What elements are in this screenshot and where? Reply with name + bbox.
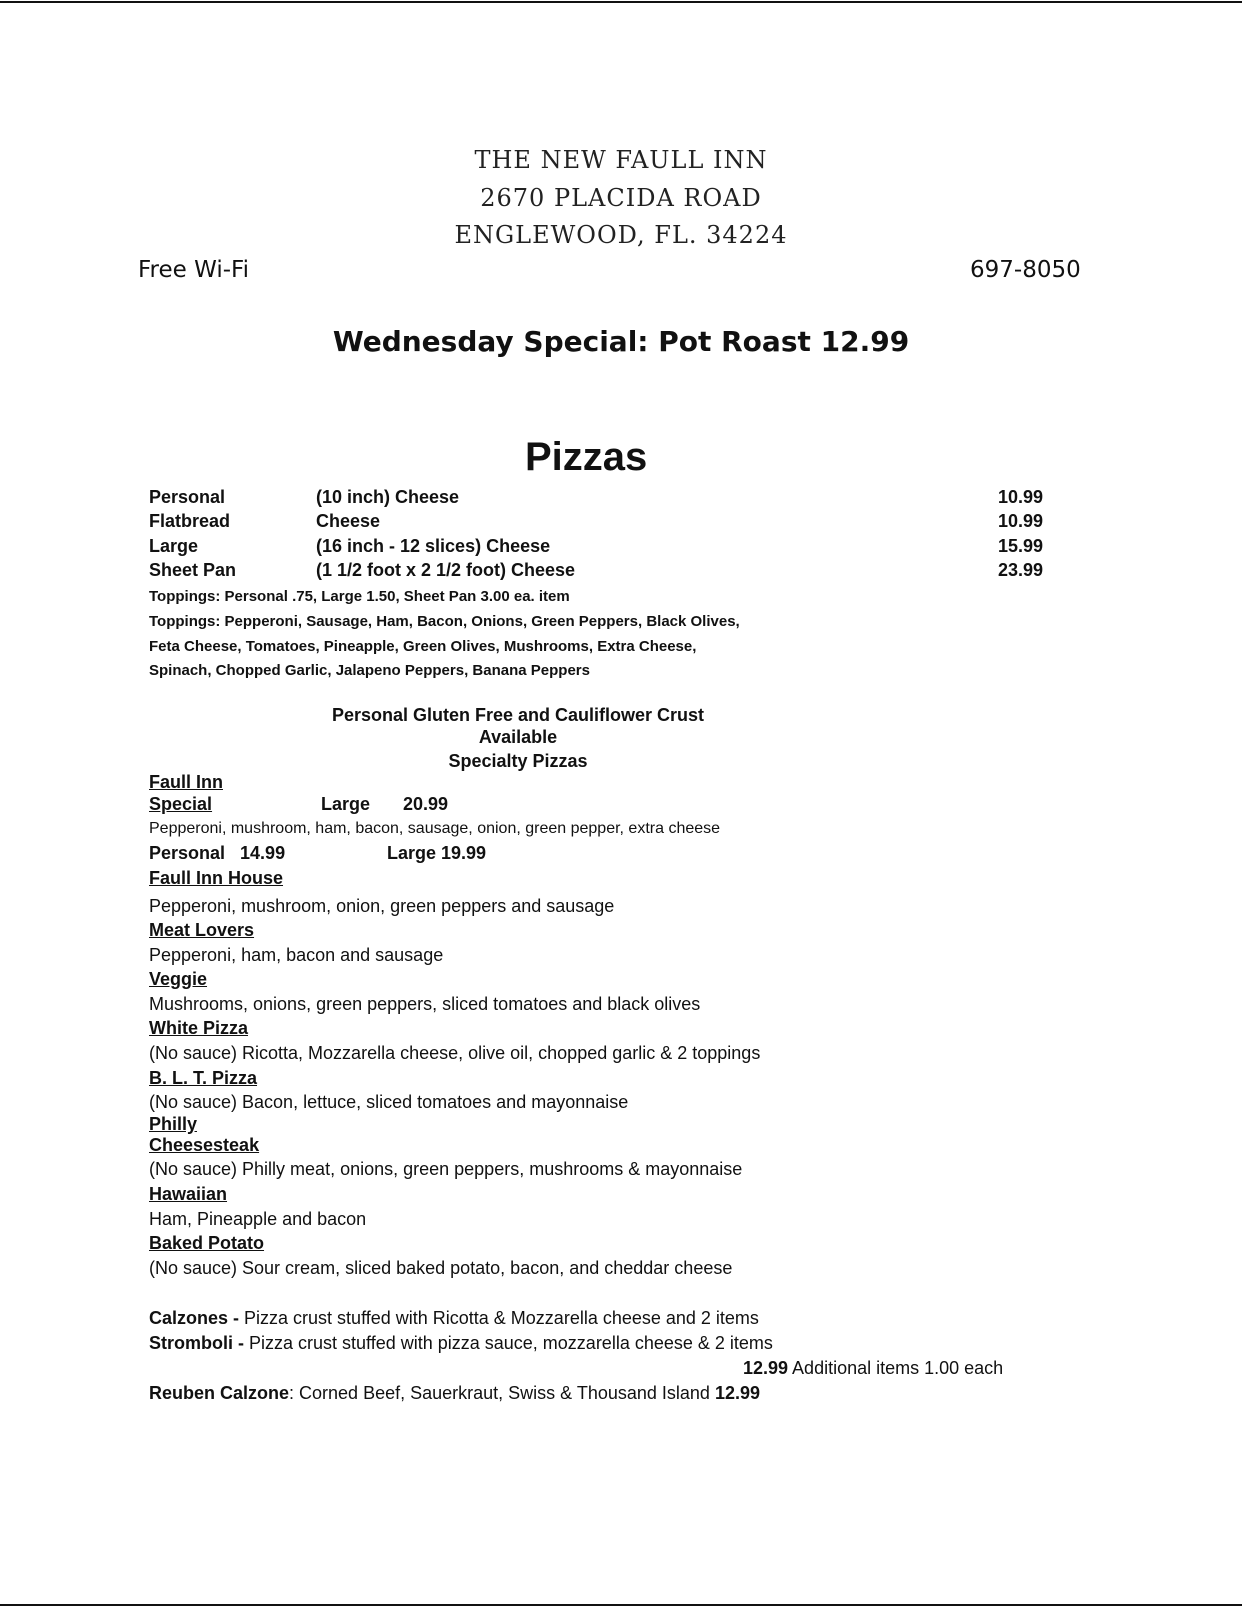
stromboli-desc: Pizza crust stuffed with pizza sauce, mozzarella cheese & 2 items <box>244 1333 773 1353</box>
reuben-label: Reuben Calzone <box>149 1383 290 1403</box>
calzones-desc: Pizza crust stuffed with Ricotta & Mozzarella cheese and 2 items <box>239 1308 759 1328</box>
toppings-list: Toppings: Pepperoni, Sausage, Ham, Bacon, Onions, Green Peppers, Black Olives, <box>149 613 740 630</box>
item-name: Hawaiian <box>149 1184 228 1204</box>
item-desc: Mushrooms, onions, green peppers, sliced tomatoes and black olives <box>149 994 701 1014</box>
size-label: Large <box>149 536 199 556</box>
item-name: Special <box>149 794 213 814</box>
item-desc: (No sauce) Philly meat, onions, green peppers, mushrooms & mayonnaise <box>149 1159 743 1179</box>
item-name: Baked Potato <box>149 1233 265 1253</box>
size-desc: Cheese <box>316 511 381 531</box>
wifi-note: Free Wi-Fi <box>138 257 249 283</box>
item-price: 20.99 <box>403 794 449 814</box>
size-desc: (1 1/2 foot x 2 1/2 foot) Cheese <box>316 560 576 580</box>
size-price: 15.99 <box>998 536 1044 556</box>
size-label: Flatbread <box>149 511 231 531</box>
item-desc: (No sauce) Sour cream, sliced baked potato, bacon, and cheddar cheese <box>149 1258 733 1278</box>
street-address: 2670 PLACIDA ROAD <box>480 184 762 212</box>
price-personal: Personal 14.99 <box>149 843 286 863</box>
item-desc: (No sauce) Bacon, lettuce, sliced tomatoes and mayonnaise <box>149 1092 629 1112</box>
calzone-price-line <box>743 1358 1003 1379</box>
restaurant-name: THE NEW FAULL INN <box>474 146 768 174</box>
gluten-free-note: Available <box>478 727 558 747</box>
size-label: Sheet Pan <box>149 560 237 580</box>
item-name: Cheesesteak <box>149 1135 260 1155</box>
toppings-list: Spinach, Chopped Garlic, Jalapeno Peppers, Banana Peppers <box>149 662 590 679</box>
item-name: Veggie <box>149 969 208 989</box>
phone-number: 697-8050 <box>970 257 1081 283</box>
reuben-desc: : Corned Beef, Sauerkraut, Swiss & Thousand Island <box>289 1383 715 1403</box>
calzones-line <box>149 1308 759 1329</box>
item-name: White Pizza <box>149 1018 249 1038</box>
top-border <box>0 1 1242 3</box>
additional-items: Additional items 1.00 each <box>788 1358 1004 1378</box>
reuben-line <box>149 1383 760 1404</box>
size-label: Personal <box>149 487 226 507</box>
size-price: 23.99 <box>998 560 1044 580</box>
size-price: 10.99 <box>998 487 1044 507</box>
wednesday-special: Wednesday Special: Pot Roast 12.99 <box>332 325 910 358</box>
item-name: Meat Lovers <box>149 920 255 940</box>
item-desc: Ham, Pineapple and bacon <box>149 1209 367 1229</box>
toppings-price: Toppings: Personal .75, Large 1.50, Sheet Pan 3.00 ea. item <box>149 588 570 605</box>
size-desc: (16 inch - 12 slices) Cheese <box>316 536 551 556</box>
item-name: Philly <box>149 1114 198 1134</box>
item-name: Faull Inn House <box>149 868 284 888</box>
calzone-price: 12.99 <box>743 1358 789 1378</box>
item-desc: (No sauce) Ricotta, Mozzarella cheese, olive oil, chopped garlic & 2 toppings <box>149 1043 761 1063</box>
reuben-price: 12.99 <box>714 1383 760 1403</box>
item-size: Large <box>321 794 371 814</box>
item-name: B. L. T. Pizza <box>149 1068 258 1088</box>
item-name: Faull Inn <box>149 772 223 792</box>
specialty-pizzas-heading: Specialty Pizzas <box>448 751 588 771</box>
price-large: Large 19.99 <box>387 843 487 863</box>
gluten-free-note: Personal Gluten Free and Cauliflower Crust <box>331 705 705 725</box>
item-desc: Pepperoni, ham, bacon and sausage <box>149 945 444 965</box>
pizzas-title: Pizzas <box>525 435 648 479</box>
stromboli-line <box>149 1333 773 1354</box>
item-desc: Pepperoni, mushroom, ham, bacon, sausage, onion, green pepper, extra cheese <box>149 820 721 837</box>
stromboli-label: Stromboli - <box>149 1333 244 1353</box>
calzones-label: Calzones - <box>149 1308 240 1328</box>
size-price: 10.99 <box>998 511 1044 531</box>
item-desc: Pepperoni, mushroom, onion, green peppers and sausage <box>149 896 615 916</box>
city-address: ENGLEWOOD, FL. 34224 <box>454 221 788 249</box>
toppings-list: Feta Cheese, Tomatoes, Pineapple, Green Olives, Mushrooms, Extra Cheese, <box>149 638 697 655</box>
bottom-border <box>0 1604 1242 1606</box>
size-desc: (10 inch) Cheese <box>316 487 460 507</box>
